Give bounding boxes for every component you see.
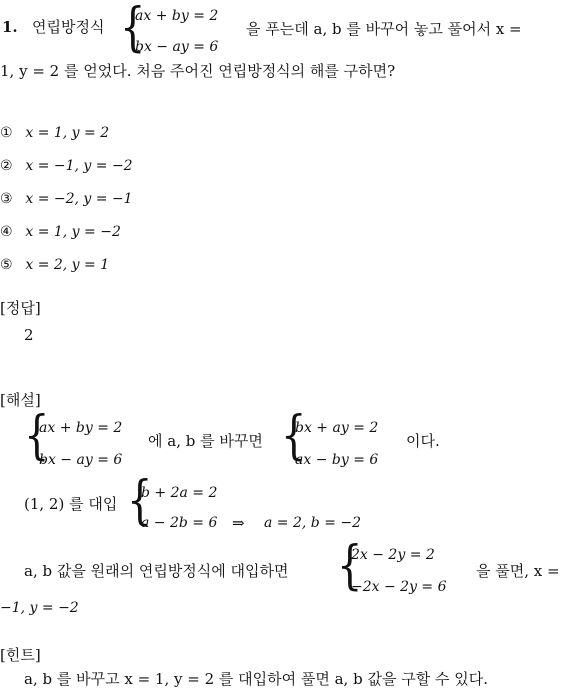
problem-intro: 연립방정식 bbox=[32, 18, 105, 36]
solution-sys2-eq2: ax − by = 6 bbox=[295, 452, 379, 468]
solution-brace-4: { bbox=[337, 536, 363, 596]
choice-4[interactable] bbox=[0, 224, 121, 239]
choice-text: x = −1, y = −2 bbox=[25, 158, 133, 174]
choice-text: x = −2, y = −1 bbox=[25, 191, 133, 207]
answer-value: 2 bbox=[24, 326, 34, 344]
system-eq1: ax + by = 2 bbox=[135, 8, 219, 24]
choice-mark: ④ bbox=[0, 224, 13, 240]
choice-2[interactable] bbox=[0, 158, 133, 173]
choice-text: x = 1, y = −2 bbox=[25, 224, 121, 240]
problem-line2: 1, y = 2 를 얻었다. 처음 주어진 연립방정식의 해를 구하면? bbox=[0, 62, 396, 80]
answer-heading: [정답] bbox=[0, 299, 41, 317]
hint-text: a, b 를 바꾸고 x = 1, y = 2 를 대입하여 풀면 a, b 값을 구할 수 있다. bbox=[24, 670, 488, 688]
solution-line4: −1, y = −2 bbox=[0, 600, 79, 616]
solution-line3b: 을 풀면, x = bbox=[476, 562, 560, 580]
choice-text: x = 1, y = 2 bbox=[25, 125, 110, 141]
solution-brace-1: { bbox=[24, 406, 50, 466]
system-eq2: bx − ay = 6 bbox=[135, 39, 219, 55]
choice-mark: ② bbox=[0, 158, 13, 174]
solution-mid1: 에 a, b 를 바꾸면 bbox=[148, 432, 263, 450]
solution-sys1-eq1: ax + by = 2 bbox=[39, 420, 123, 436]
solution-arrow: ⇒ bbox=[232, 514, 245, 532]
system-brace: { bbox=[120, 0, 146, 58]
solution-sys4-eq1: 2x − 2y = 2 bbox=[351, 547, 435, 563]
solution-result: a = 2, b = −2 bbox=[264, 515, 362, 531]
solution-brace-3: { bbox=[127, 471, 153, 531]
solution-end1: 이다. bbox=[406, 432, 440, 450]
solution-sys3-eq1: b + 2a = 2 bbox=[141, 485, 218, 501]
solution-sys4-eq2: −2x − 2y = 6 bbox=[351, 579, 447, 595]
choice-1[interactable] bbox=[0, 125, 109, 140]
hint-heading: [힌트] bbox=[0, 646, 41, 664]
solution-line3a: a, b 값을 원래의 연립방정식에 대입하면 bbox=[24, 562, 289, 580]
solution-heading: [해설] bbox=[0, 391, 41, 409]
choice-3[interactable] bbox=[0, 191, 133, 206]
solution-sys1-eq2: bx − ay = 6 bbox=[39, 452, 123, 468]
problem-after-system: 을 푸는데 a, b 를 바꾸어 놓고 풀어서 x = bbox=[246, 20, 522, 38]
choice-5[interactable] bbox=[0, 257, 109, 272]
solution-brace-2: { bbox=[281, 406, 307, 466]
solution-sys2-eq1: bx + ay = 2 bbox=[295, 420, 379, 436]
choice-mark: ① bbox=[0, 125, 13, 141]
choice-text: x = 2, y = 1 bbox=[25, 257, 110, 273]
problem-number: 1. bbox=[2, 18, 18, 36]
choice-mark: ⑤ bbox=[0, 257, 13, 273]
choice-mark: ③ bbox=[0, 191, 13, 207]
solution-sub-intro: (1, 2) 를 대입 bbox=[24, 495, 118, 513]
solution-sys3-eq2: a − 2b = 6 bbox=[141, 515, 218, 531]
